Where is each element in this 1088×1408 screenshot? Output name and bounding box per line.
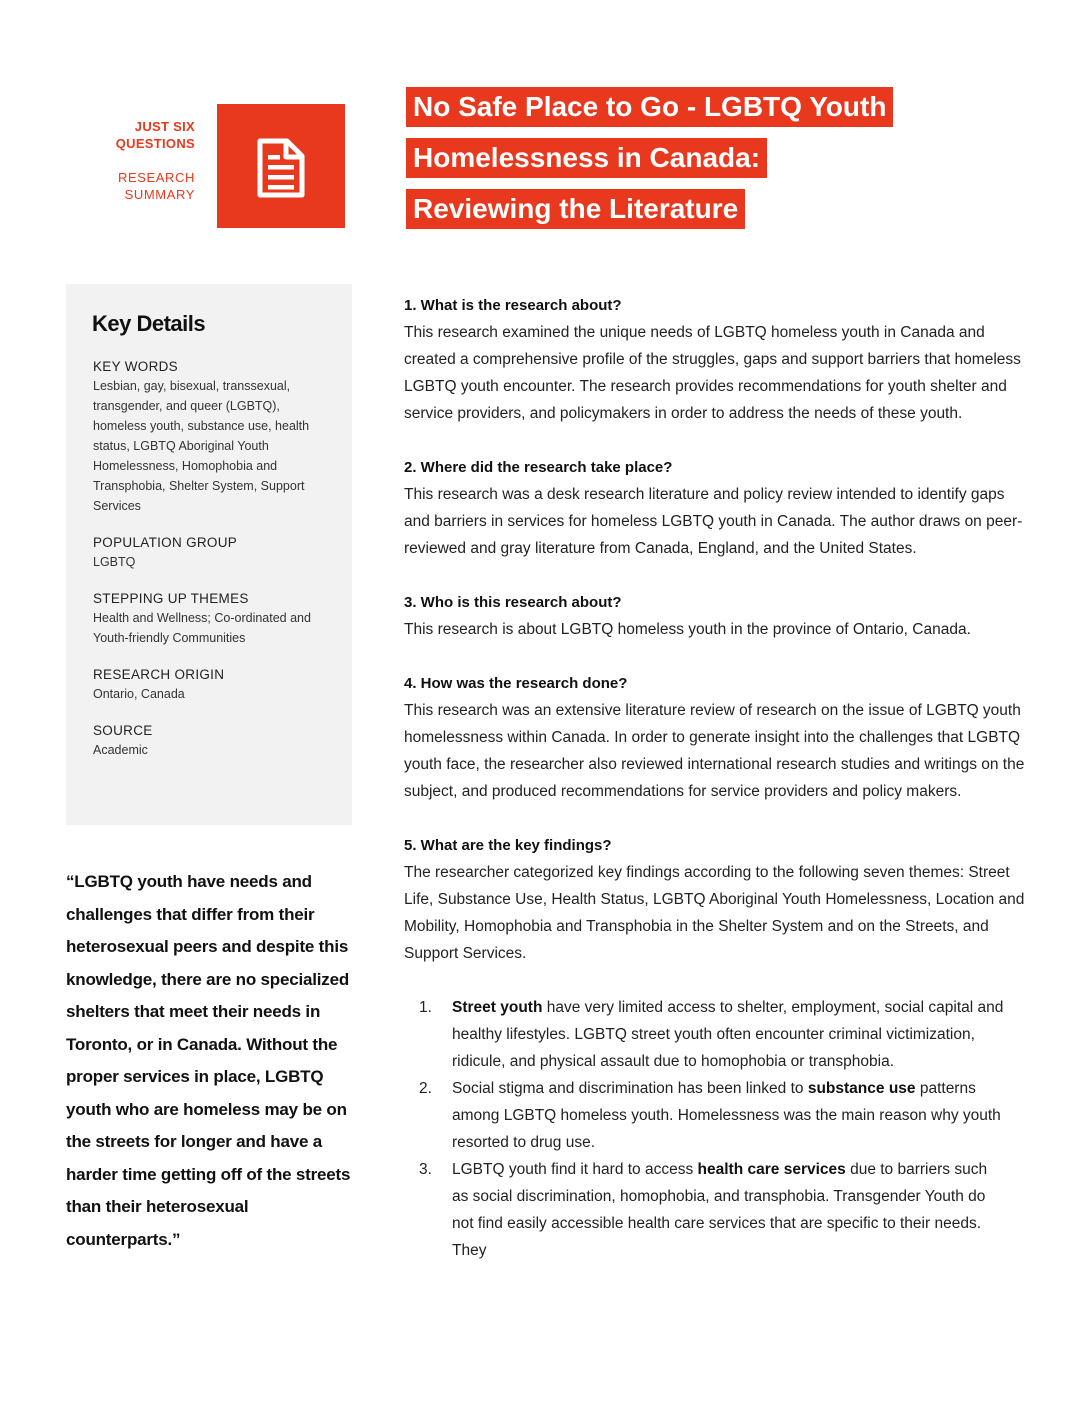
list-item-number: 2. [419, 1080, 432, 1097]
key-words-label: KEY WORDS [93, 359, 178, 374]
series-name-line-2: QUESTIONS [115, 136, 195, 151]
question-1-heading: 1. What is the research about? [404, 297, 622, 314]
document-icon-box [217, 104, 345, 228]
list-item-bold-term: health care services [697, 1161, 846, 1178]
key-details-title: Key Details [92, 311, 206, 336]
list-item-number: 3. [419, 1161, 432, 1178]
question-2-answer: This research was a desk research literature and policy review intended to identify gaps and barriers in services for homeless LGBTQ youth in Canada. The author draws on peer-reviewed and gray literature from Canada, England, and the United States. [404, 486, 1023, 557]
list-item-text: have very limited access to shelter, employment, social capital and healthy lifestyles. LGBTQ street youth often encounter criminal victimization, ridicule, and physical assault due to homophobia or transphobia. [452, 999, 1004, 1070]
question-2-heading: 2. Where did the research take place? [404, 459, 673, 476]
list-item-text-lead: Social stigma and discrimination has been linked to [452, 1080, 808, 1097]
title-line-1: No Safe Place to Go - LGBTQ Youth [406, 87, 893, 127]
list-item [404, 1156, 1026, 1264]
question-5-answer: The researcher categorized key findings according to the following seven themes: Street Life, Substance Use, Health Status, LGBTQ Aboriginal Youth Homelessness, Location and Mobility, Homophobia and Transphobia in the Shelter System and on the Streets, and Support Services. [404, 864, 1025, 962]
stepping-up-themes-label: STEPPING UP THEMES [93, 591, 249, 606]
population-group-value: LGBTQ [93, 555, 136, 569]
key-details-panel [66, 284, 352, 825]
document-icon [256, 138, 306, 198]
list-item [404, 994, 1026, 1075]
research-origin-value: Ontario, Canada [93, 687, 185, 701]
key-details-list [93, 358, 328, 778]
series-name-line-1: JUST SIX [134, 119, 195, 134]
question-4-answer: This research was an extensive literature review of research on the issue of LGBTQ youth homelessness within Canada. In order to generate insight into the challenges that LGBTQ youth face, the researcher also reviewed international research studies and writings on the subject, and produced recommendations for service providers and policy makers. [404, 702, 1025, 800]
source-label: SOURCE [93, 723, 153, 738]
title-line-2: Homelessness in Canada: [406, 138, 767, 178]
brand-label [116, 118, 195, 203]
doc-type-line-1: RESEARCH [117, 170, 195, 185]
list-item-text-lead: LGBTQ youth find it hard to access [452, 1161, 698, 1178]
title-line-3: Reviewing the Literature [406, 189, 745, 229]
source-value: Academic [93, 743, 148, 757]
list-item-text: due to barriers such as social discrimination, homophobia, and transphobia. Transgender Youth do not find easily accessible health care services that are specific to their needs. They [452, 1161, 988, 1259]
question-5-heading: 5. What are the key findings? [404, 837, 612, 854]
list-item-bold-term: substance use [807, 1080, 916, 1097]
question-3-answer: This research is about LGBTQ homeless youth in the province of Ontario, Canada. [404, 621, 971, 638]
question-3-heading: 3. Who is this research about? [404, 594, 622, 611]
pull-quote: “LGBTQ youth have needs and challenges that differ from their heterosexual peers and despite this knowledge, there are no specialized shelters that meet their needs in Toronto, or in Canada. Without the proper services in place, LGBTQ youth who are homeless may be on the streets for longer and have a harder time getting off of the streets than their heterosexual counterparts.” [66, 872, 351, 1249]
question-1-answer: This research examined the unique needs of LGBTQ homeless youth in Canada and created a comprehensive profile of the struggles, gaps and support barriers that homeless LGBTQ youth encounter. The research provides recommendations for youth shelter and service providers, and policymakers in order to address the needs of these youth. [404, 324, 1021, 422]
key-findings-list [404, 994, 1026, 1264]
stepping-up-themes-value: Health and Wellness; Co-ordinated and Youth-friendly Communities [93, 611, 311, 645]
list-item-bold-term: Street youth [452, 999, 543, 1016]
research-origin-label: RESEARCH ORIGIN [93, 667, 225, 682]
doc-type-line-2: SUMMARY [124, 187, 195, 202]
question-4-heading: 4. How was the research done? [404, 675, 628, 692]
population-group-label: POPULATION GROUP [93, 535, 238, 550]
main-content [404, 292, 1026, 1264]
list-item [404, 1075, 1026, 1156]
list-item-text: patterns among LGBTQ homeless youth. Homelessness was the main reason why youth resorted to drug use. [452, 1080, 1001, 1151]
list-item-number: 1. [419, 999, 432, 1016]
key-words-value: Lesbian, gay, bisexual, transsexual, transgender, and queer (LGBTQ), homeless youth, substance use, health status, LGBTQ Aboriginal Youth Homelessness, Homophobia and Transphobia, Shelter System, Support Services [93, 379, 310, 513]
